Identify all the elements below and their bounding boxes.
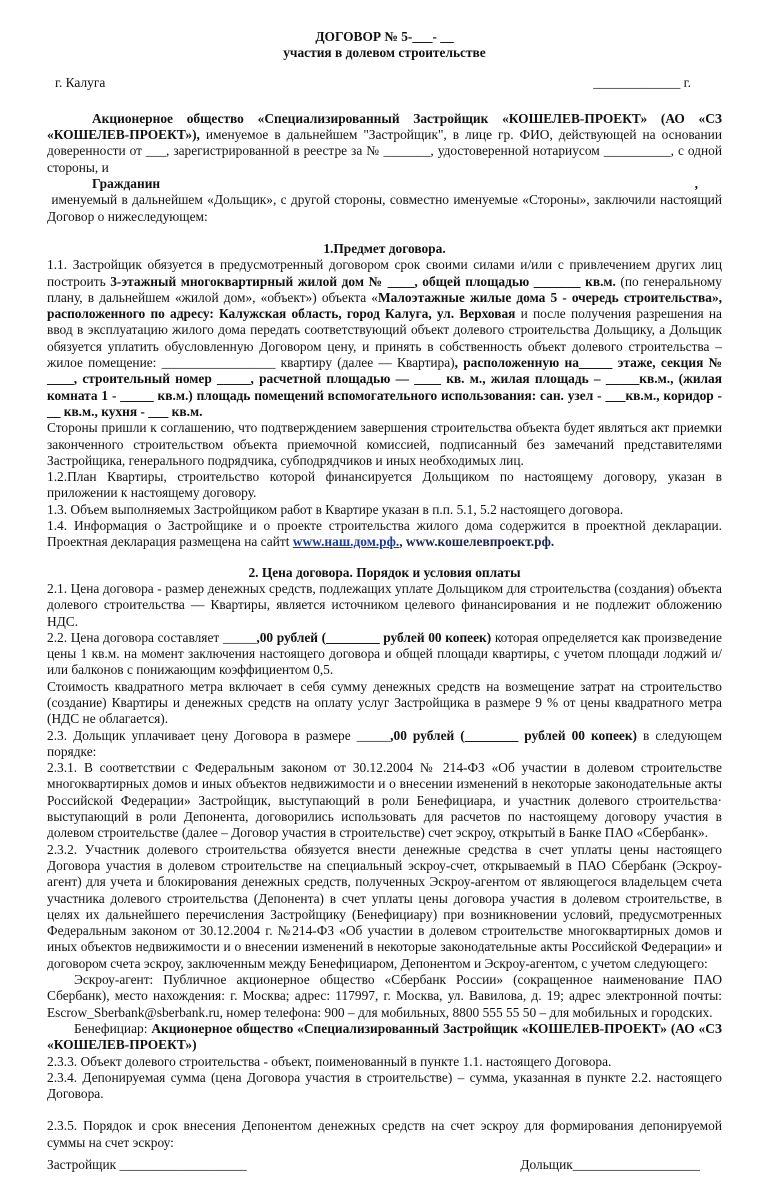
text-segment: в следующем порядке: (47, 727, 723, 759)
developer-paragraph (47, 111, 722, 176)
developer-signature: Застройщик ___________________ (47, 1157, 247, 1172)
clause-paragraph (47, 420, 722, 469)
parties-intro (47, 110, 726, 225)
beneficiary-paragraph (47, 1021, 722, 1054)
clause-paragraph (47, 1070, 722, 1103)
text-segment: Стоимость квадратного метра включает в себя сумму денежных средств на возмещение затрат на строительство (создание) Квартиры и денежных средств на оплату услуг Застройщика в размере 9 % от цены квадратного метра (НДС не облагается). (47, 678, 722, 727)
text-segment: 1.1. Застройщик обязуется в предусмотренный договором срок своими силами и/или с привлечением других лиц построить (47, 257, 722, 289)
text-segment: Акционерное общество «Специализированный Застройщик «КОШЕЛЕВ-ПРОЕКТ» (АО «СЗ «КОШЕЛЕВ-ПРОЕКТ») (47, 1020, 722, 1053)
shareholder-signature: Дольщик___________________ (520, 1157, 700, 1172)
text-segment: ,00 рублей (________ рублей 00 копеек) (256, 629, 492, 645)
document-header (47, 29, 722, 91)
clause-paragraph (47, 760, 722, 841)
clause-paragraph (47, 257, 722, 420)
text-segment: (по генеральному плану, в дальнейшем «жилой дом», «объект») объекта « (47, 273, 722, 305)
text-segment: Эскроу-агент: Публичное акционерное общество «Сбербанк России» (сокращенное наименование ПАО Сбербанк), место нахождения: г. Москва; адрес: 117997, г. Москва, ул. Вавилова, д. 19; адрес электронной почты: Escrow_Sberbank@sberbank.ru, номер телефона: 900 – для мобильных, 8800 555 55 50 – для мобильных и городских. (47, 972, 722, 1020)
clause-2-3-5 (47, 1118, 722, 1151)
text-segment: 2.3. Дольщик уплачивает цену Договора в размере _____ (47, 727, 391, 743)
citizen-comma: , (694, 176, 698, 192)
text-segment: ,00 рублей (________ рублей 00 копеек) (390, 727, 638, 743)
text-segment: 2.2. Цена договора составляет _____ (47, 629, 257, 645)
text-segment: , расположенную на_____ этаже, секция № ____, строительный номер _____, расчетной площадью — ____ кв. м., жилая площадь – _____кв.м., (жилая комната 1 - _____ кв.м.) площадь помещений вспомогательного использования: сан. узел - ___кв.м., коридор - __ кв.м., кухня - ___ кв.м. (47, 355, 722, 419)
clause-paragraph (47, 502, 722, 518)
citizen-line (47, 176, 722, 192)
text-segment: Малоэтажные жилые дома 5 - очередь строительства», расположенного по адресу: Калужская область, город Калуга, ул. Верховая (47, 289, 723, 322)
section-2 (47, 565, 722, 1151)
clause-paragraph (47, 518, 722, 551)
text-segment: 3-этажный многоквартирный жилой дом № ____, общей площадью _______ кв.м. (110, 273, 616, 289)
website-link[interactable]: www.наш.дом.рф. (292, 534, 400, 550)
clause-paragraph (47, 581, 722, 630)
text-segment: Стороны пришли к соглашению, что подтверждением завершения строительства объекта будет являться акт приемки законченного строительством объекта приемочной комиссией, подписанный без замечаний представителями Застройщика, генерального подрядчика, субподрядчиков и иных необходимых лиц. (47, 420, 722, 468)
place-date-row (47, 75, 722, 91)
contract-subtitle: участия в долевом строительстве (283, 45, 486, 61)
section-2-body (47, 581, 722, 972)
contract-title: ДОГОВОР № 5-___- __ (315, 29, 454, 44)
text-segment: Бенефициар: (74, 1020, 152, 1036)
section-1-heading: 1.Предмет договора. (323, 240, 446, 256)
escrow-agent-paragraph (47, 972, 722, 1021)
text-segment: именуемое в дальнейшем "Застройщик", в лице гр. ФИО, действующей на основании доверенности от ___, зарегистрированной в реестре за № _______, удостоверенной нотариусом __________, с одной стороны, и (47, 127, 722, 175)
clause-paragraph (47, 1054, 722, 1070)
section-1 (47, 241, 722, 551)
clause-paragraph (47, 728, 722, 761)
signature-row (47, 1157, 722, 1173)
text-segment: именуемый в дальнейшем «Дольщик», с другой стороны, совместно именуемые «Стороны», заключили настоящий Договор о нижеследующем: (47, 192, 726, 224)
text-segment: 2.3.2. Участник долевого строительства обязуется внести денежные средства в счет уплаты цены настоящего Договора участия в долевом строительстве на специальный эскроу-счет, открываемый в ПАО Сбербанк (Эскроу-агент) для учета и блокирования денежных средств, полученных Эскроу-агентом от являющегося владельцем счета участника долевого строительства (Депонента) в счет уплаты цены договора участия в долевом строительстве, в целях их дальнейшего перечисления Застройщику (Бенефициару) при возникновении условий, предусмотренных Федеральным законом от 30.12.2004 г. №214-ФЗ «Об участии в долевом строительстве многоквартирных домов и иных объектов недвижимости и о внесении изменений в некоторые законодательные акты Российской Федерации» и договором счета эскроу, заключенным между Бенефициаром, Депонентом и Эскроу-агентом, с учетом следующего: (47, 841, 722, 971)
text-segment: и после получения разрешения на ввод в эксплуатацию жилого дома передать соответствующий объект долевого строительства Дольщику, а Дольщик обязуется уплатить обусловленную Договором цену, и принять в собственность объект долевого строительства – жилое помещение: _________________ квартиру (далее — Квартира) (47, 306, 722, 371)
text-segment: 2.1. Цена договора - размер денежных средств, подлежащих уплате Дольщиком для строительства (создания) объекта долевого строительства — Квартиры, является источником целевого финансирования и не подлежит обложению НДС. (47, 580, 722, 629)
clause-paragraph (47, 630, 722, 679)
shareholder-paragraph (47, 192, 726, 225)
clause-paragraph (47, 679, 722, 728)
text-segment: 1.4. Информация о Застройщике и о проекте строительства жилого дома содержится в проектной декларации. Проектная декларация размещена на сайтt (47, 518, 722, 550)
text-segment: 1.2.План Квартиры, строительство которой финансируется Дольщиком по настоящему договору, указан в приложении к настоящему договору. (47, 469, 722, 501)
text-segment: 2.3.3. Объект долевого строительства - объект, поименованный в пункте 1.1. настоящего Договора. (47, 1053, 612, 1069)
section-2-tail (47, 1054, 722, 1103)
section-2-heading: 2. Цена договора. Порядок и условия оплаты (248, 564, 521, 580)
text-segment: Акционерное общество «Специализированный Застройщик «КОШЕЛЕВ-ПРОЕКТ» (АО «СЗ «КОШЕЛЕВ-ПРОЕКТ»), (47, 110, 722, 143)
section-1-body (47, 257, 722, 550)
text-segment: 1.3. Объем выполняемых Застройщиком работ в Квартире указан в п.п. 5.1, 5.2 настоящего договора. (47, 501, 624, 517)
text-segment: которая определяется как произведение цены 1 кв.м. на момент заключения настоящего договора и общей площади квартиры, с учетом площади лоджий и/или балконов с понижающим коэффициентом 0,5. (47, 629, 722, 678)
citizen-label: Гражданин (92, 176, 161, 192)
text-segment: , www.кошелевпроект.рф. (399, 534, 555, 550)
city: г. Калуга (55, 74, 106, 90)
text-segment: 2.3.5. Порядок и срок внесения Депонентом денежных средств на счет эскроу для формирования депонируемой суммы на счет эскроу: (47, 1118, 722, 1150)
clause-paragraph (47, 469, 722, 502)
text-segment: 2.3.4. Депонируемая сумма (цена Договора участия в строительстве) – сумма, указанная в пункте 2.2. настоящего Договора. (47, 1069, 722, 1102)
date-field: _____________ г. (593, 74, 691, 90)
text-segment: 2.3.1. В соответствии с Федеральным законом от 30.12.2004 № 214-ФЗ «Об участии в долевом строительстве многоквартирных домов и иных объектов недвижимости и о внесении изменений в некоторые законодательные акты Российской Федерации» Застройщик, выступающий в роли Бенефициара, и участник долевого строительства· выступающий в роли Депонента, договорились использовать для расчетов по настоящему договору участия в долевом строительстве (далее – Договор участия в строительстве) счет эскроу, открытый в Банке ПАО «Сбербанк». (47, 760, 722, 841)
clause-paragraph (47, 842, 722, 972)
